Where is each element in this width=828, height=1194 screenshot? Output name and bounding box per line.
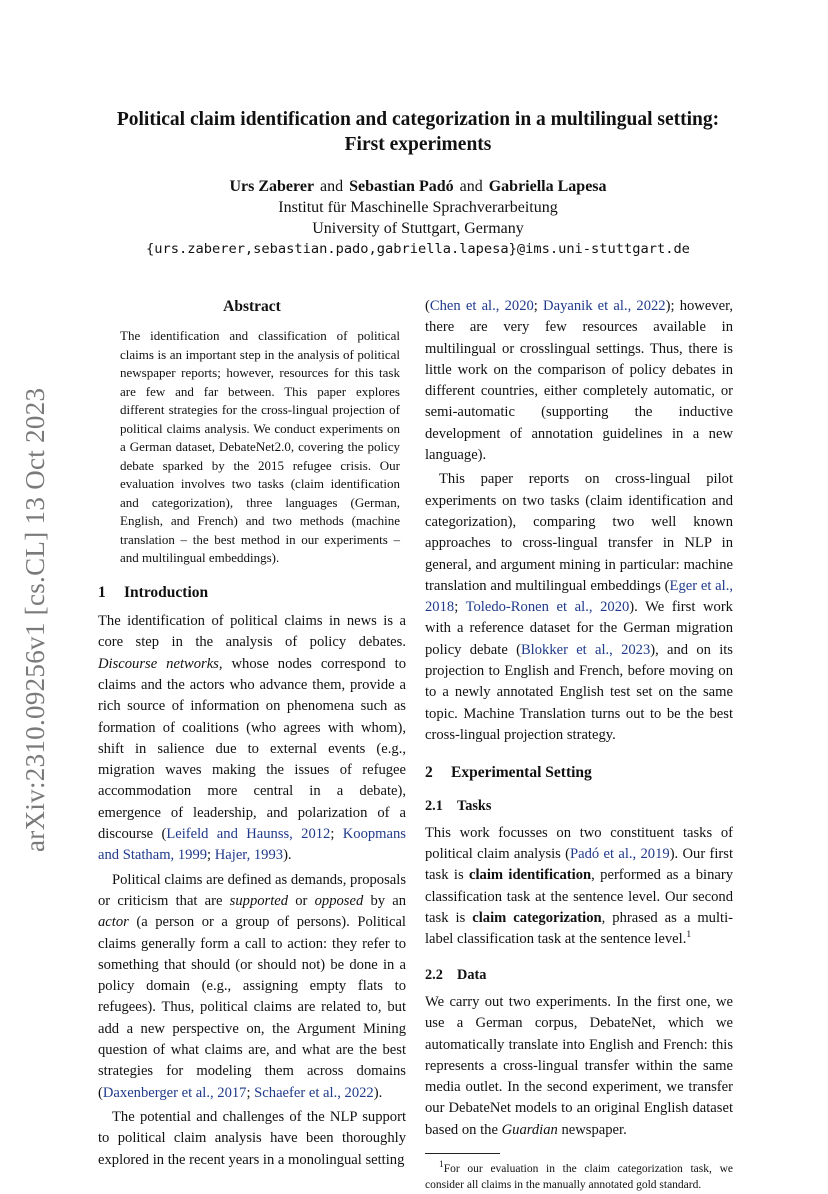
section-title: Experimental Setting	[451, 764, 592, 782]
text-run: ;	[330, 826, 343, 843]
citation-link[interactable]: Blokker et al., 2023	[520, 641, 651, 658]
left-column	[98, 296, 406, 1171]
author-separator: and	[320, 178, 344, 195]
subsection-title: Tasks	[457, 797, 492, 814]
footnote-marker[interactable]: 1	[686, 930, 692, 941]
subsection-title: Data	[457, 966, 487, 983]
emphasis: opposed	[314, 892, 364, 909]
author-names	[80, 176, 756, 197]
tasks-paragraph	[425, 823, 733, 951]
right-column	[425, 296, 733, 1194]
paper-title	[80, 107, 756, 157]
text-run: ), and on its projection to English and French, before moving on to a newly annotated English test set on the same topic. Machine Translation turns out to be the best cross-lingual projection strategy.	[425, 641, 733, 743]
text-run: , phrased as a multi-label classification task at the sentence level.	[425, 910, 733, 948]
abstract-body: The identification and classification of political claims is an important step in the analysis of political newspaper reports; however, resources for this task are few and far between. This paper explores different strategies for the cross-lingual projection of political claims analysis. We conduct experiments on a German dataset, DebateNet2.0, covering the policy debate sparked by the 2015 refugee crisis. Our evaluation involves two tasks (claim identification and categorization), three languages (German, English, and French) and two methods (machine translation – the best method in our experiments – and multilingual embeddings).	[120, 328, 400, 566]
citation-link[interactable]: Schaefer et al., 2022	[254, 1084, 374, 1101]
section-number: 1	[98, 583, 106, 601]
text-run: ;	[246, 1084, 255, 1101]
text-run: ).	[283, 847, 292, 864]
text-run: , whose nodes correspond to claims and the actors who advance them, provide a rich source of information on phenomena such as formation of coalitions (who agrees with whom), shift in salience due to external events (e.g., migration waves making the issues of refugee accommodation more central in a debate), emergence of leadership, and polarization of a discourse (	[98, 655, 406, 843]
citation-link[interactable]: Toledo-Ronen et al., 2020	[465, 599, 630, 616]
text-run: or	[288, 892, 315, 909]
text-run: ;	[533, 298, 544, 314]
text-run: ). Our first task is	[425, 846, 734, 884]
text-run: Political claims are defined as demands, proposals or criticism that are	[98, 871, 406, 909]
subsection-number: 2.2	[425, 966, 443, 983]
citation-link[interactable]: Leifeld and Haunss, 2012	[166, 826, 331, 843]
data-paragraph	[425, 992, 733, 1141]
text-run: This paper reports on cross-lingual pilot experiments on two tasks (claim identification and categorization), comparing two well known approaches to cross-lingual transfer in NLP in general, and argument mining in particular: machine translation and multilingual embeddings (	[425, 471, 733, 594]
intro-paragraph-2	[98, 870, 406, 1104]
intro-paragraph-3: The potential and challenges of the NLP support to political claim analysis have been thoroughly explored in the recent years in a monolingual setting	[98, 1108, 406, 1168]
subsection-heading-data	[425, 965, 733, 986]
emphasis: Guardian	[501, 1121, 558, 1138]
bold-term: claim identification	[469, 867, 592, 884]
text-run: This work focusses on two constituent tasks of political claim analysis (	[425, 824, 733, 863]
title-line-2: First experiments	[344, 134, 492, 155]
emphasis: supported	[229, 892, 289, 909]
section-title: Introduction	[124, 583, 209, 601]
citation-link[interactable]: Dayanik et al., 2022	[543, 298, 666, 314]
citation-link[interactable]: Chen et al., 2020	[429, 298, 534, 314]
emphasis: actor	[98, 914, 129, 931]
text-run: (a person or a group of persons). Political claims generally form a call to action: they refer to something that should (or should not) be done in a policy domain (e.g., assigning empty flats to refugees). Thus, political claims are related to, but add a new perspective on, the Argument Mining question of what claims are, and what are the best strategies for modeling them across domains (	[98, 914, 406, 1101]
text-run: ;	[207, 847, 215, 864]
citation-link[interactable]: Hajer, 1993	[214, 847, 284, 864]
subsection-number: 2.1	[425, 797, 443, 814]
author-name: Urs Zaberer	[229, 178, 315, 195]
text-run: ).	[373, 1084, 383, 1101]
text-run: by an	[363, 892, 406, 909]
subsection-heading-tasks	[425, 796, 733, 817]
text-run: ). We first work with a reference dataset for the German migration policy debate (	[425, 599, 733, 658]
intro-paragraph-1	[98, 611, 406, 867]
footnote	[425, 1162, 733, 1194]
author-separator: and	[459, 178, 483, 195]
citation-link[interactable]: Koopmans and Statham, 1999	[98, 826, 406, 864]
author-emails: {urs.zaberer,sebastian.pado,gabriella.lapesa}@ims.uni-stuttgart.de	[146, 241, 690, 257]
text-run: newspaper.	[557, 1121, 627, 1138]
affiliation-university: University of Stuttgart, Germany	[312, 220, 524, 237]
text-run: ); however, there are very few resources available in multilingual or crosslingual settings. Thus, there is little work on the comparison of policy debates in different countries, either completely automatic, or semi-automatic (supporting the inductive development of annotation guidelines in a new language).	[425, 298, 734, 464]
footnote-number: 1	[439, 1160, 444, 1171]
footnote-text: For our evaluation in the claim categorization task, we consider all claims in the manually annotated gold standard.	[425, 1162, 733, 1191]
text-run: , performed as a binary classification task at the sentence level. Our second task is	[425, 867, 734, 927]
title-line-1: Political claim identification and categorization in a multilingual setting:	[116, 109, 720, 130]
text-run: (	[425, 298, 430, 314]
affiliation-institute: Institut für Maschinelle Sprachverarbeitung	[278, 199, 558, 216]
intro-paragraph-4	[425, 469, 733, 746]
bold-term: claim categorization	[472, 910, 602, 927]
section-heading-introduction	[98, 582, 406, 603]
arxiv-identifier: arXiv:2310.09256v1 [cs.CL] 13 Oct 2023	[20, 387, 50, 853]
citation-link[interactable]: Daxenberger et al., 2017	[102, 1084, 247, 1101]
abstract-heading: Abstract	[223, 298, 281, 315]
citation-link[interactable]: Padó et al., 2019	[570, 846, 670, 863]
intro-paragraph-3-continued	[425, 296, 733, 466]
text-run: We carry out two experiments. In the first one, we use a German corpus, DebateNet, which we automatically translate into English and French: this represents a cross-lingual transfer within the same media outlet. In the second experiment, we transfer our DebateNet models to an original English dataset based on the	[425, 993, 733, 1138]
text-run: ;	[454, 599, 466, 616]
emphasis: Discourse networks	[98, 655, 219, 672]
text-run: The identification of political claims in news is a core step in the analysis of policy debates.	[98, 613, 406, 651]
author-name: Sebastian Padó	[349, 178, 454, 195]
section-heading-experimental-setting	[425, 762, 733, 783]
section-number: 2	[425, 764, 433, 782]
author-name: Gabriella Lapesa	[488, 178, 607, 195]
author-block	[80, 176, 756, 260]
citation-link[interactable]: Eger et al., 2018	[425, 577, 733, 616]
footnote-divider	[425, 1153, 500, 1154]
